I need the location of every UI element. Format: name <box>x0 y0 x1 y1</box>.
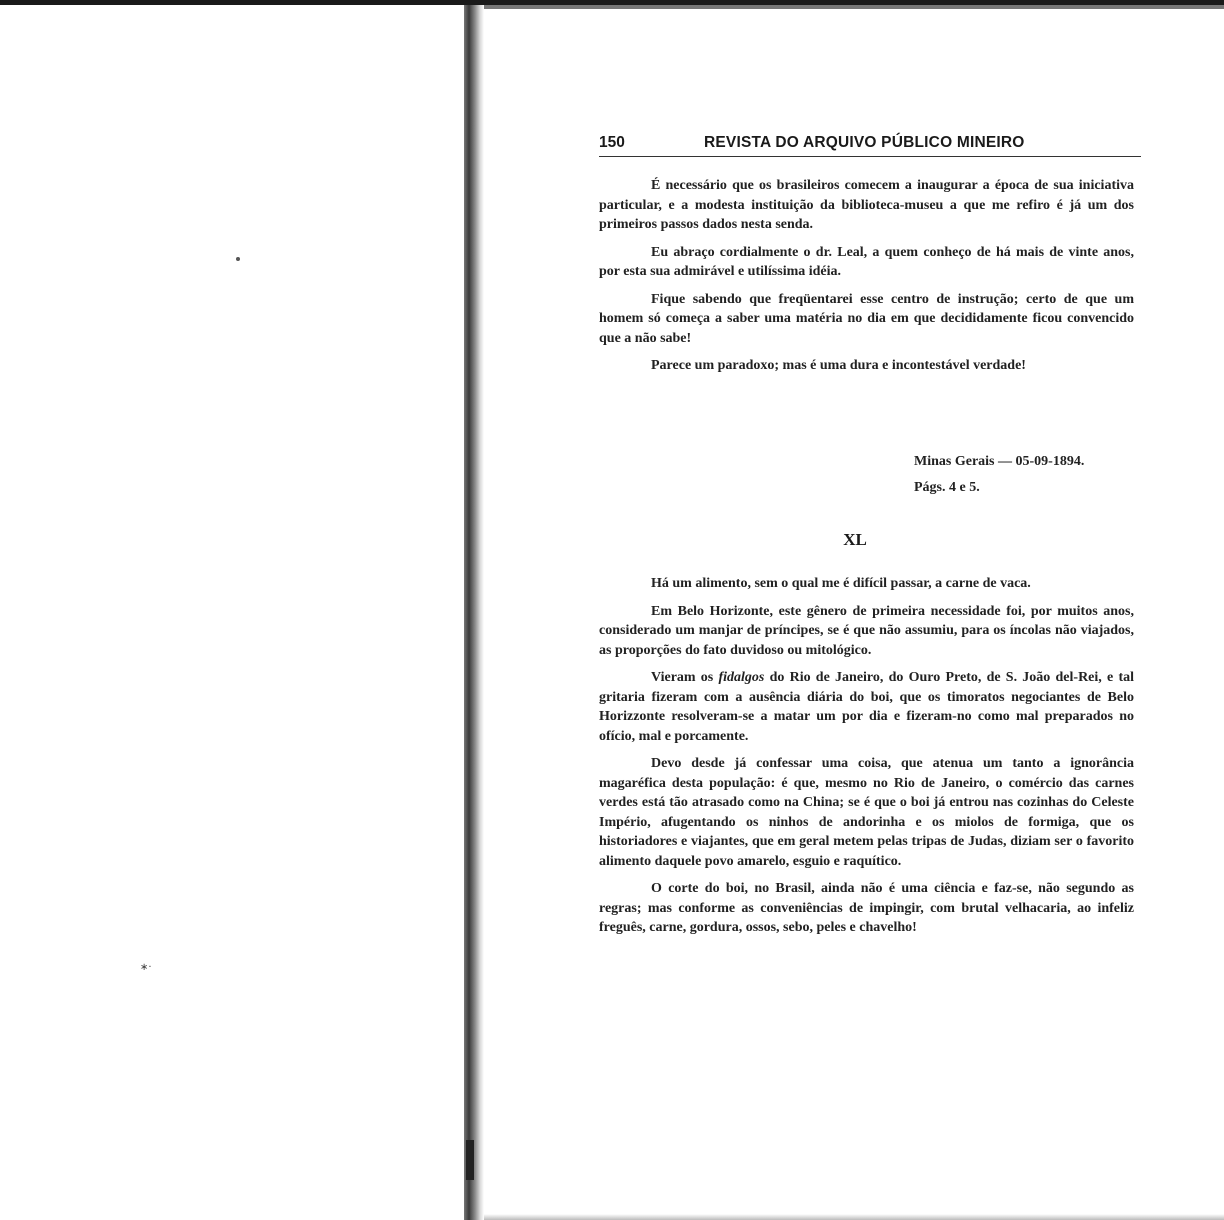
text-block-section <box>599 574 1134 938</box>
text-block-continuation <box>599 176 1134 376</box>
source-pages: Págs. 4 e 5. <box>914 480 980 495</box>
paragraph <box>599 668 1134 746</box>
gutter-mark <box>466 1140 474 1180</box>
paragraph: O corte do boi, no Brasil, ainda não é uma ciência e faz-se, não segundo as regras; mas conforme as conveniências de impingir, com brutal velhacaria, ao infeliz freguês, carne, gordura, ossos, sebo, peles e chavelho! <box>599 881 1134 935</box>
paragraph: Em Belo Horizonte, este gênero de primeira necessidade foi, por muitos anos, considerado um manjar de príncipes, se é que não assumiu, para os íncolas não viajados, as proporções do fato duvidoso ou mitológico. <box>599 603 1134 658</box>
scan-bottom-shadow <box>484 1214 1224 1220</box>
dust-speck: ∗· <box>140 962 152 973</box>
running-title: REVISTA DO ARQUIVO PÚBLICO MINEIRO <box>704 134 1025 151</box>
book-gutter <box>464 5 484 1220</box>
paragraph-text: Vieram os <box>651 670 719 685</box>
source-citation: Minas Gerais — 05-09-1894. <box>914 454 1085 469</box>
paragraph: Devo desde já confessar uma coisa, que atenua um tanto a ignorância magaréfica desta população: é que, mesmo no Rio de Janeiro, o comércio das carnes verdes está tão atrasado como na China; se é que o boi já entrou nas cozinhas do Celeste Império, afugentando os ninhos de andorinha e os miolos de formiga, que os historiadores e viajantes, que em geral metem pelas tripas de Judas, diziam ser o favorito alimento daquele povo amarelo, esguio e raquítico. <box>599 756 1134 869</box>
page-number: 150 <box>599 134 625 151</box>
paragraph-text: do Rio de Janeiro, do Ouro Preto, de S. João del-Rei, e tal gritaria fizeram com a ausência diária do boi, que os timoratos negociantes de Belo Horizzonte resolveram-se a matar um por dia e fizeram-no como mal preparados no ofício, mal e porcamente. <box>599 670 1134 744</box>
page-header <box>599 132 1141 157</box>
section-heading: XL <box>843 530 867 549</box>
paragraph: Parece um paradoxo; mas é uma dura e incontestável verdade! <box>651 358 1026 373</box>
dust-speck <box>236 257 240 261</box>
paragraph: Eu abraço cordialmente o dr. Leal, a quem conheço de há mais de vinte anos, por esta sua admirável e utilíssima idéia. <box>599 244 1134 279</box>
paragraph: É necessário que os brasileiros comecem a inaugurar a época de sua iniciativa particular, e a modesta instituição da biblioteca-museu a que me refiro é já um dos primeiros passos dados nesta senda. <box>599 178 1134 232</box>
italic-term: fidalgos <box>718 670 765 685</box>
paragraph: Fique sabendo que freqüentarei esse centro de instrução; certo de que um homem só começa a saber uma matéria no dia em que decididamente ficou convencido que a não sabe! <box>599 291 1134 346</box>
left-page-blank <box>0 5 466 1220</box>
paragraph: Há um alimento, sem o qual me é difícil passar, a carne de vaca. <box>651 576 1031 591</box>
